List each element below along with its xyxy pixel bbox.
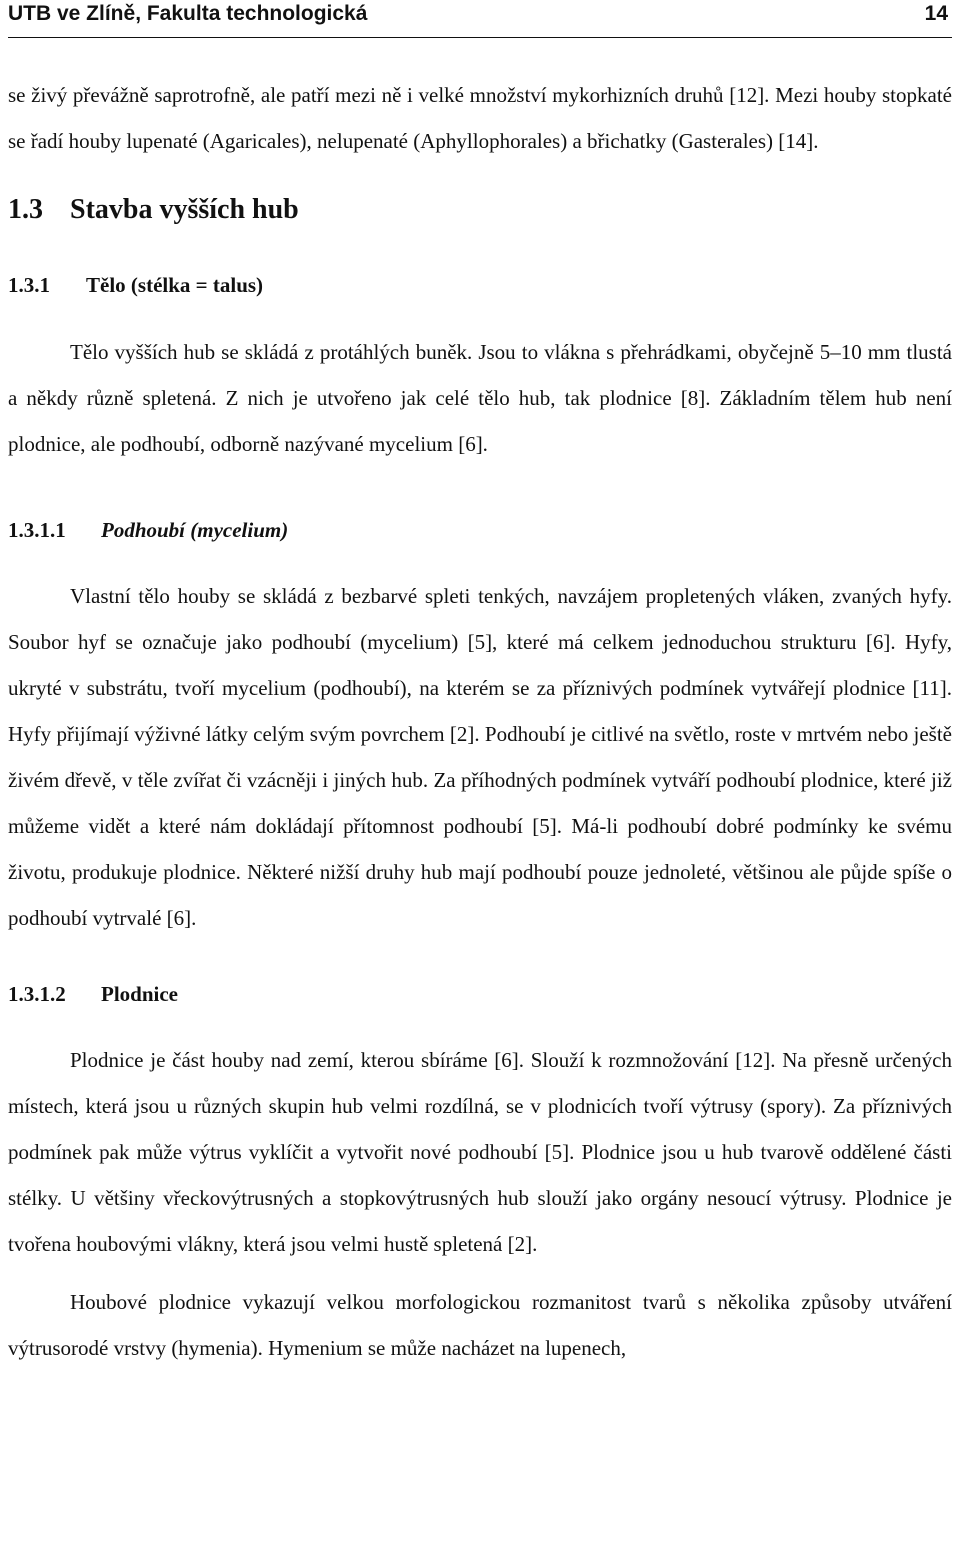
heading-1-3-1-1-title: Podhoubí (mycelium)	[101, 518, 289, 542]
body-paragraph-1-3-1-2a: Plodnice je část houby nad zemí, kterou sbíráme [6]. Slouží k rozmnožování [12]. Na přesně určených místech, která jsou u různých skupin hub velmi rozdílná, se v plodnicích tvoří výtrusy (spory). Za příznivých podmínek pak může výtrus vyklíčit a vytvořit nové podhoubí [5]. Plodnice jsou u hub tvarově oddělené části stélky. U většiny vřeckovýtrusných a stopkovýtrusných hub slouží jako orgány nesoucí výtrusy. Plodnice je tvořena houbovými vlákny, která jsou velmi hustě spletená [2].	[8, 1048, 952, 1256]
heading-1-3-1-number: 1.3.1	[8, 273, 50, 297]
body-paragraph-1-3-1-1: Vlastní tělo houby se skládá z bezbarvé spleti tenkých, navzájem propletených vláken, zvaných hyfy. Soubor hyf se označuje jako podhoubí (mycelium) [5], které má celkem jednoduchou strukturu [6]. Hyfy, ukryté v substrátu, tvoří mycelium (podhoubí), na kterém se za příznivých podmínek vytvářejí plodnice [11]. Hyfy přijímají výživné látky celým svým povrchem [2]. Podhoubí je citlivé na světlo, roste v mrtvém nebo ještě živém dřevě, v těle zvířat či vzácněji i jiných hub. Za příhodných podmínek vytváří podhoubí plodnice, které již můžeme vidět a které nám dokládají přítomnost podhoubí [5]. Má-li podhoubí dobré podmínky ke svému životu, produkuje plodnice. Některé nižší druhy hub mají podhoubí pouze jednoleté, většinou ale půjde spíše o podhoubí vytrvalé [6].	[8, 584, 952, 930]
heading-1-3-1-1	[8, 515, 952, 545]
body-paragraph-1-3-1: Tělo vyšších hub se skládá z protáhlých buněk. Jsou to vlákna s přehrádkami, obyčejně 5–10 mm tlustá a někdy různě spletená. Z nich je utvořeno jak celé tělo hub, tak plodnice [8]. Základním tělem hub není plodnice, ale podhoubí, odborně nazývané mycelium [6].	[8, 340, 952, 456]
heading-1-3-1-1-number: 1.3.1.1	[8, 518, 66, 542]
header-rule	[8, 37, 952, 38]
page-content	[8, 72, 952, 1371]
intro-paragraph: se živý převážně saprotrofně, ale patří mezi ně i velké množství mykorhizních druhů [12]. Mezi houby stopkaté se řadí houby lupenaté (Agaricales), nelupenaté (Aphyllophorales) a břichatky (Gasterales) [14].	[8, 83, 952, 153]
heading-1-3-1	[8, 270, 952, 300]
heading-1-3-1-2	[8, 979, 952, 1009]
heading-1-3-number: 1.3	[8, 194, 43, 225]
header-institution: UTB ve Zlíně, Fakulta technologická	[8, 2, 368, 25]
body-paragraph-1-3-1-2b: Houbové plodnice vykazují velkou morfologickou rozmanitost tvarů s několika způsoby utváření výtrusorodé vrstvy (hymenia). Hymenium se může nacházet na lupenech,	[8, 1290, 952, 1360]
heading-1-3-1-2-title: Plodnice	[101, 982, 178, 1006]
heading-1-3-title: Stavba vyšších hub	[70, 194, 299, 225]
header-page-number: 14	[924, 2, 948, 25]
heading-1-3	[8, 190, 952, 230]
heading-1-3-1-2-number: 1.3.1.2	[8, 982, 66, 1006]
running-header	[8, 0, 952, 31]
heading-1-3-1-title: Tělo (stélka = talus)	[86, 273, 264, 297]
